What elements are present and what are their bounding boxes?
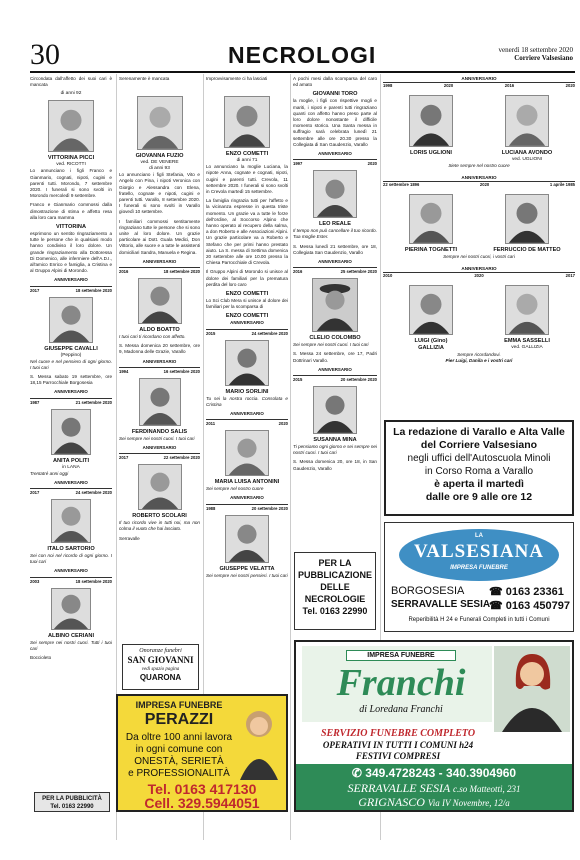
obit-quote: Sei sempre nei nostri cuori. I tuoi cari bbox=[119, 435, 195, 441]
ad-footer: Reperibilità H 24 e Funerali Completi in tutti i Comuni bbox=[408, 617, 550, 623]
obit-intro: A pochi mesi dalla scomparsa del caro ed amato bbox=[293, 76, 377, 88]
anniversary-label: ANNIVERSARIO bbox=[54, 479, 88, 485]
anniversary-years bbox=[119, 267, 200, 275]
ad-line: IMPRESA FUNEBRE bbox=[346, 650, 456, 661]
anniversary-years bbox=[30, 577, 112, 585]
portrait-photo bbox=[409, 95, 453, 147]
obit-name: CLELIO COLOMBO bbox=[309, 335, 361, 342]
condolence-text: Il Gruppo Alpini di Morondo si unisce al dolore dei familiari per la prematura perdita del loro caro bbox=[206, 269, 288, 287]
obit-quote: Trentatré anni oggi bbox=[30, 470, 69, 476]
obit-name: LEO REALE bbox=[318, 221, 351, 228]
mass-info: S. Messa lunedì 21 settembre, ore 18, Collegiata San Gaudenzio, Varallo bbox=[293, 243, 377, 255]
obit-intro: Circondata dall'affetto dei suoi cari è mancata bbox=[30, 76, 112, 88]
anniversary-years bbox=[30, 398, 112, 406]
place: Boccioleto bbox=[30, 655, 52, 661]
ad-phone: Tel. 0163 22990 bbox=[50, 804, 94, 810]
advertising-box bbox=[34, 792, 110, 812]
ad-subtitle: di Loredana Franchi bbox=[359, 704, 443, 715]
year-start: 2015 bbox=[206, 330, 216, 336]
obit-quote: Sei sempre nei nostri pensieri. I tuoi cari bbox=[206, 572, 288, 578]
year-start: 2015 bbox=[293, 377, 303, 383]
year-start: 1994 bbox=[119, 368, 129, 374]
portrait-photo bbox=[505, 194, 549, 244]
obit-intro: Serenamente è mancata bbox=[119, 76, 170, 81]
anniversary-years bbox=[206, 329, 288, 337]
obit-intro: Improvvisamente ci ha lasciati bbox=[206, 76, 268, 81]
ad-line: vedi spazio pagina bbox=[141, 667, 180, 672]
obit-name: GIOVANNA FUZIO bbox=[135, 153, 184, 160]
obit-quote: Il tuo ricordo vive in tutti noi, ma non colma il vuoto che hai lasciato. bbox=[119, 520, 200, 532]
mass-info: S. Messa domenica 20, ore 18, in San Gaudenzio, Varallo bbox=[293, 459, 377, 471]
ad-line: NECROLOGIE bbox=[304, 594, 366, 604]
ad-phone: Tel. 0163 417130 bbox=[147, 781, 257, 797]
year-end: 24 settembre 2020 bbox=[75, 490, 112, 496]
anniversary-years bbox=[293, 159, 377, 167]
thanks-text: I familiari commossi sentitamente ringraziano tutte le persone che si sono unite al loro dolore. Un grazie particolare ai Dott. Guala Medici, Don Vittorio, alle suore e a tutte le assistenti domiciliari Sandra, Manuela e Regina. bbox=[119, 218, 200, 255]
column-2 bbox=[119, 76, 200, 636]
ad-line: e PROFESSIONALITÀ bbox=[128, 768, 230, 779]
year-end: 18 settembre 2020 bbox=[75, 287, 112, 293]
column-1 bbox=[30, 76, 112, 841]
year-start: 2016 bbox=[119, 269, 129, 275]
page-number: 30 bbox=[30, 38, 60, 71]
ad-phone: ✆ 349.4728243 - 340.3904960 bbox=[351, 766, 517, 780]
notice-line: La redazione di Varallo e Alta Valle bbox=[393, 426, 565, 438]
header-rule bbox=[30, 71, 575, 73]
obit-quote: Ti pensiamo ogni giorno e sei sempre nei nostri cuori. I tuoi cari bbox=[293, 444, 377, 456]
ad-line: IMPRESA FUNEBRE bbox=[135, 700, 223, 710]
obit-quote: Sei sempre nei nostri cuori. I tuoi cari bbox=[293, 342, 369, 348]
year-start: 2017 bbox=[30, 287, 40, 293]
obit-text: Lo annunciano la moglie Luciana, la nipote Anna, cognate e cognati, nipoti, cugini e parenti tutti. Crevola, 11 settembre 2020. I funerali si sono svolti in Crevola martedì 15 settembre. bbox=[206, 164, 288, 195]
portrait-photo bbox=[225, 340, 269, 386]
portrait-photo bbox=[505, 285, 549, 335]
thanks-body: esprimono un sentito ringraziamento a tutte le persone che in qualsiasi modo hanno condiviso il loro dolore. Un grande ringraziamento alla Dottoressa Di Domenico, alle infermiere dell'A.D.I., all'amico Enrico e famiglia, a Cristina e al Gruppo Alpini di Morondo. bbox=[30, 231, 112, 274]
anniversary-years bbox=[206, 419, 288, 427]
anniversary-label: ANNIVERSARIO bbox=[318, 366, 352, 372]
date: 1 aprile 1985 bbox=[549, 182, 575, 187]
obit-age: di anni 93 bbox=[149, 166, 170, 172]
column-4 bbox=[293, 76, 377, 546]
ad-phone: ☎ 0163 450797 bbox=[489, 600, 570, 612]
obit-quote: Nel cuore e nel pensiero di ogni giorno. I tuoi cari bbox=[30, 358, 112, 370]
obit-name: LUCIANA AVONDO bbox=[501, 150, 553, 156]
obit-name: ALBINO CERIANI bbox=[48, 632, 94, 639]
franchi-ad bbox=[294, 640, 574, 812]
obit-name: SUSANNA MINA bbox=[313, 437, 357, 444]
issue-date: venerdì 18 settembre 2020 bbox=[498, 46, 573, 54]
year: 2020 bbox=[474, 273, 484, 278]
mass-info: S. Messa 24 settembre, ore 17, Padri Dottrinari Varallo. bbox=[293, 351, 377, 363]
anniversary-label: ANNIVERSARIO bbox=[461, 76, 497, 81]
place: Serravalle bbox=[119, 535, 140, 541]
redazione-notice bbox=[384, 420, 574, 516]
anniversary-years bbox=[293, 267, 377, 275]
ad-line: Da oltre 100 anni lavora bbox=[125, 732, 233, 743]
portrait-photo bbox=[51, 499, 91, 543]
page-title: NECROLOGI bbox=[228, 42, 377, 68]
portrait-photo bbox=[51, 409, 91, 455]
condolence-text: Lo Sci Club Mera si unisce al dolore dei familiari per la scomparsa di bbox=[206, 298, 288, 310]
obit-name: ROBERTO SCOLARI bbox=[132, 513, 187, 520]
ad-city: GRIGNASCO bbox=[358, 795, 425, 809]
thanks-text: La famiglia ringrazia tutti per l'affetto e la vicinanza espresse in questa triste momento. Un grazie va a tutte le forze dell'ordine, al Soccorso Alpino che hanno operato al recupero della salma, a don Roberto e alle Associazioni Alpini. Un grazie particolare va a Roberto e Stefano che per primi hanno prestato aiuto. La S. messa di Settima domenica 20 settembre alle ore 10.00 presso la Chiesa Parrocchiale di Crevola. bbox=[206, 198, 288, 266]
year-start: 2017 bbox=[119, 455, 129, 461]
anniversary-label: ANNIVERSARIO bbox=[230, 411, 264, 417]
obit-name: LORIS UGLIONI bbox=[410, 150, 452, 156]
obit-name: LUIGI (Gino) bbox=[414, 338, 448, 344]
ad-line: ONESTÀ, SERIETÀ bbox=[134, 756, 224, 767]
year-end: 18 settembre 2020 bbox=[163, 269, 200, 275]
obit-subname: ved. GALLIZIA bbox=[511, 345, 543, 350]
portrait-photo bbox=[409, 285, 453, 335]
ad-phone: ☎ 0163 23361 bbox=[489, 586, 564, 598]
obit-text: Lo annunciano i figli Stefania, Vito e Angelo con Pina, i nipoti Veronica con Giorgio e Alessandra con Elena, fratello, cognate e nipoti, cugini e parenti tutti. Varallo, 8 settembre 2020. I funerali si sono svolti in Varallo giovedì 10 settembre. bbox=[119, 172, 200, 215]
notice-line: è aperta il martedì bbox=[434, 478, 524, 490]
year-start: 1987 bbox=[30, 399, 40, 405]
ad-phone: Cell. 329.5944051 bbox=[144, 795, 260, 811]
mass-info: S. Messa sabato 19 settembre, ore 18,15 Parrocchiale Borgosesia bbox=[30, 374, 112, 386]
year-end: 25 settembre 2020 bbox=[340, 269, 377, 275]
portrait-photo bbox=[225, 430, 269, 476]
obit-name: MARIO SORLINI bbox=[225, 388, 269, 395]
column-5 bbox=[383, 76, 575, 412]
ad-city: SERRAVALLE SESIA bbox=[347, 781, 451, 795]
year: 1998 bbox=[383, 83, 393, 88]
ad-city: QUARONA bbox=[139, 673, 182, 682]
obit-name: ANITA POLITI bbox=[52, 457, 90, 464]
obit-subname: ved. UGLIONI bbox=[511, 157, 543, 162]
portrait-photo bbox=[409, 194, 453, 244]
portrait-photo bbox=[139, 378, 181, 426]
year-end: 22 settembre 2020 bbox=[163, 455, 200, 461]
obit-quote: Sei con noi nel ricordo di ogni giorno. I tuoi cari bbox=[30, 553, 112, 565]
obit-subname: (Peppino) bbox=[60, 352, 82, 358]
year-start: 2016 bbox=[293, 269, 303, 275]
year-end: 24 settembre 2020 bbox=[251, 330, 288, 336]
portrait-photo bbox=[313, 170, 357, 218]
anniversary-years bbox=[293, 375, 377, 383]
anniversary-years bbox=[30, 286, 112, 294]
thanks-name: VITTORINA bbox=[55, 224, 87, 231]
portrait-photo bbox=[138, 464, 182, 510]
notice-line: in Corso Roma a Varallo bbox=[424, 466, 534, 477]
anniversary-label: ANNIVERSARIO bbox=[54, 568, 88, 574]
year-start: 2017 bbox=[30, 490, 40, 496]
date: 22 settembre 1896 bbox=[383, 182, 420, 187]
portrait-photo bbox=[224, 96, 270, 148]
ad-title: SAN GIOVANNI bbox=[127, 655, 194, 665]
anniversary-years bbox=[383, 82, 575, 89]
ad-address: c.so Matteotti, 231 bbox=[453, 784, 521, 794]
year: 2020 bbox=[443, 83, 454, 88]
portrait-photo bbox=[225, 515, 269, 563]
obit-name: GIUSEPPE CAVALLI bbox=[44, 345, 98, 352]
obit-quote: Sempre ricordandovi. bbox=[457, 352, 501, 357]
portrait-photo bbox=[138, 278, 182, 324]
year: 2017 bbox=[565, 273, 575, 278]
year-start: 2003 bbox=[30, 578, 40, 584]
obit-name: FERRUCCIO DE MATTEO bbox=[493, 247, 561, 253]
obit-quote: Sei sempre nel nostro cuore bbox=[206, 486, 264, 492]
portrait-photo bbox=[313, 386, 357, 434]
obit-name: ENZO COMETTI bbox=[225, 313, 269, 320]
logo-text: LA bbox=[475, 533, 483, 539]
anniversary-years bbox=[30, 488, 112, 496]
ad-address: Via IV Novembre, 12/a bbox=[427, 798, 510, 808]
year-start: 1997 bbox=[293, 161, 303, 167]
anniversary-label: ANNIVERSARIO bbox=[318, 151, 352, 157]
obit-quote: Sei sempre nei nostri cuori. Tutti i tuoi cari bbox=[30, 639, 112, 651]
obit-name: EMMA SASSELLI bbox=[504, 338, 550, 344]
obit-quote: Il tempo non può cancellare il tuo ricordo. Tua moglie Ester. bbox=[293, 228, 377, 240]
anniversary-label: ANNIVERSARIO bbox=[318, 259, 352, 265]
woman-photo bbox=[494, 646, 570, 732]
valsesiana-ad bbox=[384, 522, 574, 632]
year: 2016 bbox=[504, 83, 515, 88]
ad-city: BORGOSESIA bbox=[391, 585, 465, 597]
obit-subname: GALLIZIA bbox=[418, 345, 444, 351]
thanks-text: Franco e Gianmario commossi dalla dimostrazione di stima e affetto resa alla loro cara mamma bbox=[30, 202, 112, 220]
obit-quote: Siete sempre nel nostro cuore bbox=[448, 163, 510, 168]
portrait-photo bbox=[49, 297, 93, 343]
ad-line: PER LA PUBBLICITÀ bbox=[42, 796, 102, 802]
obit-name: FERDINANDO SALIS bbox=[131, 428, 188, 435]
obit-name: PIERINA TOGNETTI bbox=[404, 247, 458, 253]
anniversary-label: ANNIVERSARIO bbox=[54, 389, 88, 395]
anniversary-years bbox=[206, 504, 288, 512]
year-end: 16 settembre 2020 bbox=[163, 368, 200, 374]
obit-subname: in LANA bbox=[62, 464, 80, 470]
anniversary-label: ANNIVERSARIO bbox=[54, 277, 88, 283]
obit-name: GIOVANNI TORO bbox=[312, 91, 358, 98]
obit-name: ALDO BOATTO bbox=[139, 327, 180, 334]
obit-quote: Tu sei la nostra roccia. Consolata e Cristina bbox=[206, 395, 288, 407]
year-end: 18 settembre 2020 bbox=[75, 578, 112, 584]
obit-age: di anni 71 bbox=[236, 158, 258, 164]
portrait-photo bbox=[505, 95, 549, 147]
anniversary-years bbox=[383, 181, 575, 188]
ad-line: SERVIZIO FUNEBRE COMPLETO bbox=[320, 728, 476, 739]
obit-name: ENZO COMETTI bbox=[225, 151, 269, 158]
anniversary-label: ANNIVERSARIO bbox=[142, 258, 177, 264]
obit-quote: I tuoi cari ti ricordano con affetto. bbox=[119, 334, 186, 340]
ad-line: DELLE bbox=[320, 582, 350, 592]
anniversary-label: ANNIVERSARIO bbox=[230, 320, 264, 326]
year-start: 2011 bbox=[206, 421, 216, 427]
obit-quote: Sempre nei nostri cuori, i vostri cari bbox=[443, 254, 515, 259]
anniversary-label: ANNIVERSARIO bbox=[461, 266, 497, 271]
anniversary-label: ANNIVERSARIO bbox=[461, 175, 497, 180]
newspaper-name: Corriere Valsesiano bbox=[514, 54, 573, 62]
portrait-photo bbox=[51, 588, 91, 630]
year: 2010 bbox=[383, 273, 393, 278]
notice-line: negli uffici dell'Autoscuola Minoli bbox=[407, 453, 551, 464]
notice-line: dalle ore 9 alle ore 12 bbox=[425, 491, 533, 503]
onoranze-ad bbox=[122, 644, 199, 690]
obit-subname: ved. DE VENERE bbox=[140, 160, 179, 166]
obit-name: ENZO COMETTI bbox=[225, 291, 269, 298]
column-3 bbox=[206, 76, 288, 798]
obit-quote: Pier Luigi, Danila e i vostri cari bbox=[445, 358, 513, 363]
year-end: 2020 bbox=[367, 161, 377, 167]
ad-line: PUBBLICAZIONE bbox=[298, 570, 372, 580]
anniversary-years bbox=[383, 272, 575, 279]
logo-subtitle: IMPRESA FUNEBRE bbox=[450, 565, 508, 571]
mass-info: S. Messa domenica 20 settembre, ore 9, Madonna delle Grazie, Varallo bbox=[119, 343, 200, 355]
obit-name: GIUSEPPE VELATTA bbox=[219, 565, 275, 572]
ad-line: Onoranze funebri bbox=[139, 648, 182, 654]
year-end: 20 settembre 2020 bbox=[340, 377, 377, 383]
anniversary-years bbox=[119, 367, 200, 375]
ad-city: SERRAVALLE SESIA bbox=[391, 599, 491, 610]
year-end: 2020 bbox=[278, 421, 288, 427]
obit-name: VITTORINA PICCI bbox=[47, 155, 95, 162]
anniversary-years bbox=[119, 453, 200, 461]
year-start: 1988 bbox=[206, 505, 216, 511]
obit-name: MARIA LUISA ANTONINI bbox=[214, 479, 280, 486]
year-end: 20 settembre 2020 bbox=[251, 505, 288, 511]
ad-line: PER LA bbox=[318, 558, 352, 568]
obit-subname: ved. RICOTTI bbox=[56, 162, 86, 168]
anniversary-label: ANNIVERSARIO bbox=[230, 495, 264, 501]
portrait-photo bbox=[137, 96, 183, 150]
ad-line: FESTIVI COMPRESI bbox=[355, 751, 441, 761]
ad-line: OPERATIVI IN TUTTI I COMUNI h24 bbox=[322, 740, 474, 750]
publication-ad bbox=[294, 552, 376, 630]
ad-line: in ogni comune con bbox=[135, 744, 223, 755]
column-divider bbox=[290, 74, 291, 840]
notice-line: del Corriere Valsesiano bbox=[420, 439, 538, 451]
portrait-photo bbox=[312, 278, 358, 332]
logo-title: VALSESIANA bbox=[413, 541, 545, 562]
obit-age: di anni 92 bbox=[60, 91, 82, 97]
ad-title: Franchi bbox=[336, 662, 466, 704]
date: 2020 bbox=[479, 182, 490, 187]
ad-phone: Tel. 0163 22990 bbox=[302, 606, 368, 616]
thanks-text: la moglie, i figli con rispettive mogli e mariti, i nipoti e parenti tutti ringraziano quanti con affetto hanno preso parte al loro dolore nonostante il difficile momento storico. Una Santa messa in suffragio sarà celebrata lunedì 21 settembre alle ore 20.30 presso la Collegiata di San Gaudenzio, Varallo bbox=[293, 98, 377, 147]
anniversary-label: ANNIVERSARIO bbox=[142, 445, 177, 451]
ad-title: PERAZZI bbox=[144, 711, 214, 728]
year: 2020 bbox=[565, 83, 575, 88]
anniversary-label: ANNIVERSARIO bbox=[142, 358, 177, 364]
obit-name: ITALO SARTORIO bbox=[47, 546, 95, 553]
obit-text: Lo annunciano i figli Franco e Gianmario, cognati, nipoti, cugini e parenti tutti. Morondo, 7 settembre 2020. I funerali si sono svolti in Morondo mercoledì 9 settembre. bbox=[30, 168, 112, 199]
year-end: 21 settembre 2020 bbox=[75, 399, 112, 405]
portrait-photo bbox=[48, 100, 94, 152]
